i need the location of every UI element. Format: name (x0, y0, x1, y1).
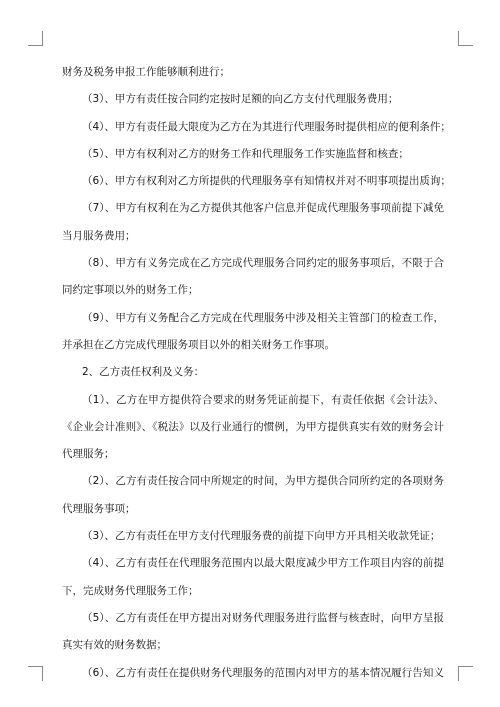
text-line: （3）、乙方有责任在甲方支付代理服务费的前提下向甲方开具相关收款凭证； (82, 530, 441, 543)
text-line: 并承担在乙方完成代理服务项目以外的相关财务工作事项。 (62, 338, 335, 351)
document-body (62, 66, 451, 694)
crop-mark-top-right (458, 31, 473, 46)
text-line: 《企业会计准则》、《税法》以及行业通行的惯例，为甲方提供真实有效的财务会计 (62, 420, 444, 433)
text-line: （1）、乙方在甲方提供符合要求的财务凭证前提下，有责任依据《会计法》、 (82, 393, 444, 406)
text-line: （2）、乙方有责任按合同中所规定的时间，为甲方提供合同所约定的各项财务 (82, 475, 444, 488)
text-line: （6）、乙方有责任在提供财务代理服务的范围内对甲方的基本情况履行告知义 (82, 666, 444, 679)
text-line: （5）、乙方有责任在甲方提出对财务代理服务进行监督与核查时，向甲方呈报 (82, 611, 444, 624)
crop-mark-bottom-right (458, 666, 473, 681)
text-line: （4）、甲方有责任最大限度为乙方在为其进行代理服务时提供相应的便利条件； (82, 120, 451, 133)
text-line: 代理服务事项； (62, 502, 136, 515)
text-line: 2、乙方责任权利及义务： (82, 366, 205, 379)
text-line: （4）、乙方有责任在代理服务范围内以最大限度减少甲方工作项目内容的前提 (82, 557, 444, 570)
text-line: 当月服务费用； (62, 229, 136, 242)
text-line: （5）、甲方有权利对乙方的财务工作和代理服务工作实施监督和核查； (82, 147, 409, 160)
text-line: 代理服务； (62, 448, 115, 461)
text-line: （7）、甲方有权利在为乙方提供其他客户信息并促成代理服务事项前提下减免 (82, 202, 444, 215)
text-line: （9）、甲方有义务配合乙方完成在代理服务中涉及相关主管部门的检查工作， (82, 311, 444, 324)
text-line: 真实有效的财务数据； (62, 639, 167, 652)
text-line: （3）、甲方有责任按合同约定按时足额的向乙方支付代理服务费用； (82, 93, 399, 106)
text-line: （8）、甲方有义务完成在乙方完成代理服务合同约定的服务事项后，不限于合 (82, 257, 444, 270)
text-line: 财务及税务申报工作能够顺利进行； (62, 66, 230, 78)
crop-mark-bottom-left (28, 666, 43, 681)
text-line: 下，完成财务代理服务工作； (62, 584, 199, 597)
text-line: 同约定事项以外的财务工作； (62, 284, 199, 297)
crop-mark-top-left (28, 31, 43, 46)
text-line: （6）、甲方有权利对乙方所提供的代理服务享有知情权并对不明事项提出质询； (82, 175, 451, 188)
